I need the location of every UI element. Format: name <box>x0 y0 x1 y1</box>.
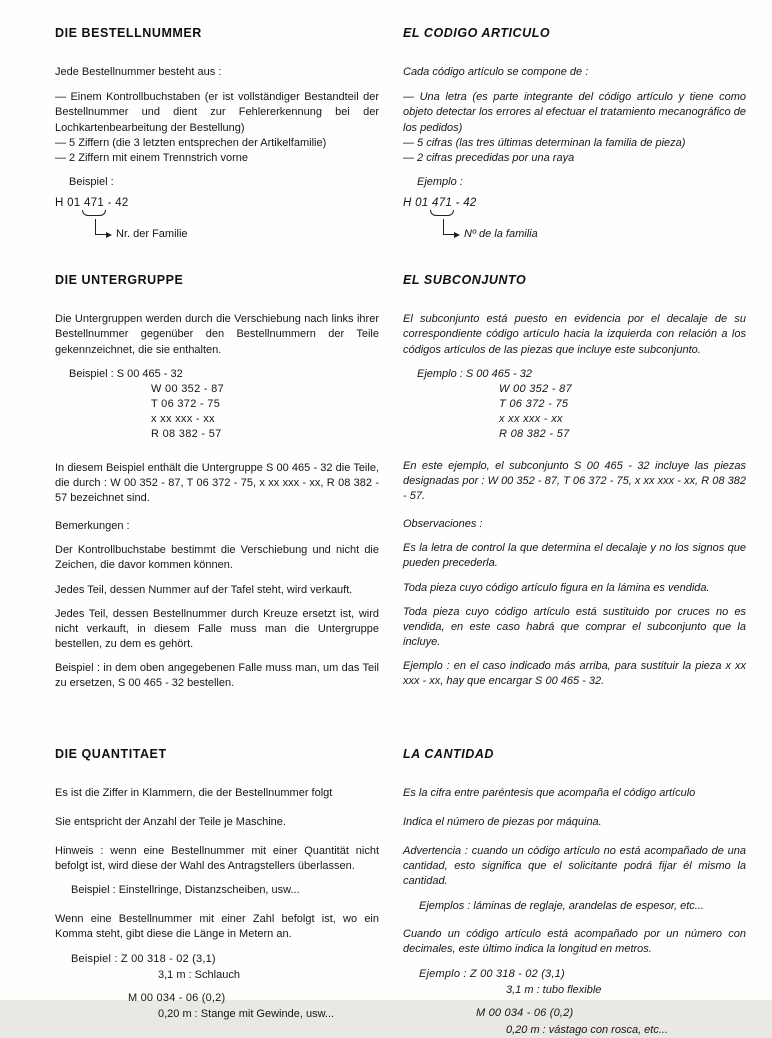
bullet-item: — 2 Ziffern mit einem Trennstrich vorne <box>55 151 248 164</box>
section-heading: DIE BESTELLNUMMER <box>55 26 202 40</box>
bullet-item: — Una letra (es parte integrante del código artículo y tiene como objeto detectar los errores al efectuar el tratamiento mecanográfico de los pedidos) <box>403 91 746 134</box>
example-label: Ejemplos : láminas de reglaje, arandelas de espesor, etc... <box>419 899 704 912</box>
code-item: W 00 352 - 87 <box>499 382 572 395</box>
code-family-digits: 471 <box>432 197 453 210</box>
arrow-elbow-icon <box>443 219 454 235</box>
spanish-column-article-code <box>403 26 746 241</box>
code-item: R 08 382 - 57 <box>499 428 570 441</box>
remarks-label: Observaciones : <box>403 518 483 531</box>
arrow-elbow-icon <box>95 219 106 235</box>
remark-paragraph: Es la letra de control la que determina el decalaje y no los signos que pueden precederla. <box>403 542 746 570</box>
paragraph: Cada código artículo se compone de : <box>403 66 589 78</box>
paragraph: Cuando un código artículo está acompañado por un número con decimales, este último indica la longitud en metros. <box>403 927 746 955</box>
example-description: 3,1 m : tubo flexible <box>506 984 602 997</box>
remark-paragraph: Toda pieza cuyo código artículo figura en la lámina es vendida. <box>403 581 710 594</box>
paragraph: En este ejemplo, el subconjunto S 00 465 - 32 incluye las piezas designadas por : W 00 352 - 87, T 06 372 - 75, x xx xxx - xx, R 08 382 - 57. <box>403 459 746 502</box>
example-code <box>403 197 746 209</box>
example-code-list <box>151 382 379 443</box>
section-subgroup <box>55 273 746 700</box>
section-order-number <box>55 26 746 241</box>
bullet-item: — Einem Kontrollbuchstaben (er ist vollständiger Bestandteil der Bestellnummer und dient zur Fehlererkennung bei der Lochkartenbearbeitung der Bestellung) <box>55 91 379 134</box>
code-item: W 00 352 - 87 <box>151 382 224 395</box>
german-column-quantity <box>55 747 379 1038</box>
code-item: x xx xxx - xx <box>151 413 215 426</box>
example-code: Ejemplo : Z 00 318 - 02 (3,1) <box>419 968 565 981</box>
callout-arrow <box>443 215 746 241</box>
bullet-item: — 2 cifras precedidas por una raya <box>403 151 575 164</box>
example-description: 3,1 m : Schlauch <box>158 969 240 982</box>
bullet-item: — 5 Ziffern (die 3 letzten entsprechen der Artikelfamilie) <box>55 136 327 149</box>
example-code-list <box>499 382 746 443</box>
remark-paragraph: Beispiel : in dem oben angegebenen Falle muss man, um das Teil zu ersetzen, S 00 465 - 32 bestellen. <box>55 662 379 690</box>
paragraph: Es la cifra entre paréntesis que acompaña el código artículo <box>403 786 696 799</box>
example-code <box>55 197 379 209</box>
code-suffix: - 42 <box>104 197 129 210</box>
remark-paragraph: Jedes Teil, dessen Nummer auf der Tafel steht, wird verkauft. <box>55 583 353 596</box>
code-prefix: H 01 <box>55 197 84 210</box>
example-description: 0,20 m : vástago con rosca, etc... <box>506 1023 669 1036</box>
paragraph: Sie entspricht der Anzahl der Teile je Maschine. <box>55 815 286 828</box>
paragraph: Wenn eine Bestellnummer mit einer Zahl befolgt ist, wo ein Komma steht, gibt diese die Länge in Metern an. <box>55 912 379 940</box>
spanish-column-quantity <box>403 747 746 1038</box>
paragraph: Hinweis : wenn eine Bestellnummer mit einer Quantität nicht befolgt ist, wird diese der Wahl des Antragstellers überlassen. <box>55 844 379 873</box>
section-heading: DIE QUANTITAET <box>55 746 167 761</box>
remark-paragraph: Der Kontrollbuchstabe bestimmt die Verschiebung und nicht die Zeichen, die davor kommen können. <box>55 544 379 572</box>
paragraph: Es ist die Ziffer in Klammern, die der Bestellnummer folgt <box>55 786 333 799</box>
example-description: 0,20 m : Stange mit Gewinde, usw... <box>158 1008 335 1021</box>
example-label: Beispiel : S 00 465 - 32 <box>69 367 183 380</box>
section-heading: EL CODIGO ARTICULO <box>403 26 551 40</box>
code-item: R 08 382 - 57 <box>151 428 222 441</box>
paragraph: Advertencia : cuando un código artículo no está acompañado de una cantidad, esto significa que el solicitante podrá fijar él mismo la cantidad. <box>403 844 746 888</box>
code-item: T 06 372 - 75 <box>151 398 221 411</box>
section-quantity <box>55 747 746 1038</box>
paragraph: Indica el número de piezas por máquina. <box>403 815 602 828</box>
bullet-item: — 5 cifras (las tres últimas determinan la familia de pieza) <box>403 136 686 149</box>
remark-paragraph: Ejemplo : en el caso indicado más arriba, para sustituir la pieza x xx xxx - xx, hay que encargar S 00 465 - 32. <box>403 660 746 688</box>
callout-arrow <box>95 215 379 241</box>
remark-paragraph: Jedes Teil, dessen Bestellnummer durch Kreuze ersetzt ist, wird nicht verkauft, in diesem Falle muss man die Untergruppe bestellen, zu dem es gehört. <box>55 607 379 651</box>
section-heading: EL SUBCONJUNTO <box>403 273 527 288</box>
section-heading: DIE UNTERGRUPPE <box>55 273 184 288</box>
example-label: Beispiel : Einstellringe, Distanzscheiben, usw... <box>71 884 300 897</box>
code-suffix: - 42 <box>452 197 477 210</box>
german-column-order-number <box>55 26 379 241</box>
example-label: Ejemplo : S 00 465 - 32 <box>417 367 532 380</box>
remarks-label: Bemerkungen : <box>55 520 130 533</box>
example-code: Beispiel : Z 00 318 - 02 (3,1) <box>71 952 216 965</box>
german-column-subgroup <box>55 273 379 700</box>
arrow-head-icon <box>454 232 460 238</box>
code-item: x xx xxx - xx <box>499 413 563 426</box>
paragraph: In diesem Beispiel enthält die Untergruppe S 00 465 - 32 die Teile, die durch : W 00 352 - 87, T 06 372 - 75, x xx xxx - xx, R 08 382 - 57 bezeichnet sind. <box>55 461 379 504</box>
example-code: M 00 034 - 06 (0,2) <box>128 992 226 1005</box>
arrow-head-icon <box>106 232 112 238</box>
arrow-label: Nº de la familia <box>464 228 538 241</box>
example-label: Beispiel : <box>69 176 114 189</box>
spanish-column-subassembly <box>403 273 746 700</box>
code-item: T 06 372 - 75 <box>499 398 569 411</box>
example-code: M 00 034 - 06 (0,2) <box>476 1007 574 1020</box>
arrow-label: Nr. der Familie <box>116 228 188 241</box>
code-family-digits: 471 <box>84 197 105 210</box>
paragraph: El subconjunto está puesto en evidencia por el decalaje de su correspondiente código artículo hacia la izquierda con relación a los códigos artículos de las piezas que incluye este subconjunto. <box>403 313 746 356</box>
paragraph: Die Untergruppen werden durch die Verschiebung nach links ihrer Bestellnummer gegenüber den Bestellnummern der Teile gekennzeichnet, die sie enthalten. <box>55 313 379 356</box>
example-label: Ejemplo : <box>417 176 463 189</box>
paragraph: Jede Bestellnummer besteht aus : <box>55 66 222 78</box>
section-heading: LA CANTIDAD <box>403 746 494 761</box>
remark-paragraph: Toda pieza cuyo código artículo está sustituido por cruces no es vendida, en este caso habrá que comprar el subconjunto que la incluye. <box>403 605 746 649</box>
code-prefix: H 01 <box>403 197 432 210</box>
